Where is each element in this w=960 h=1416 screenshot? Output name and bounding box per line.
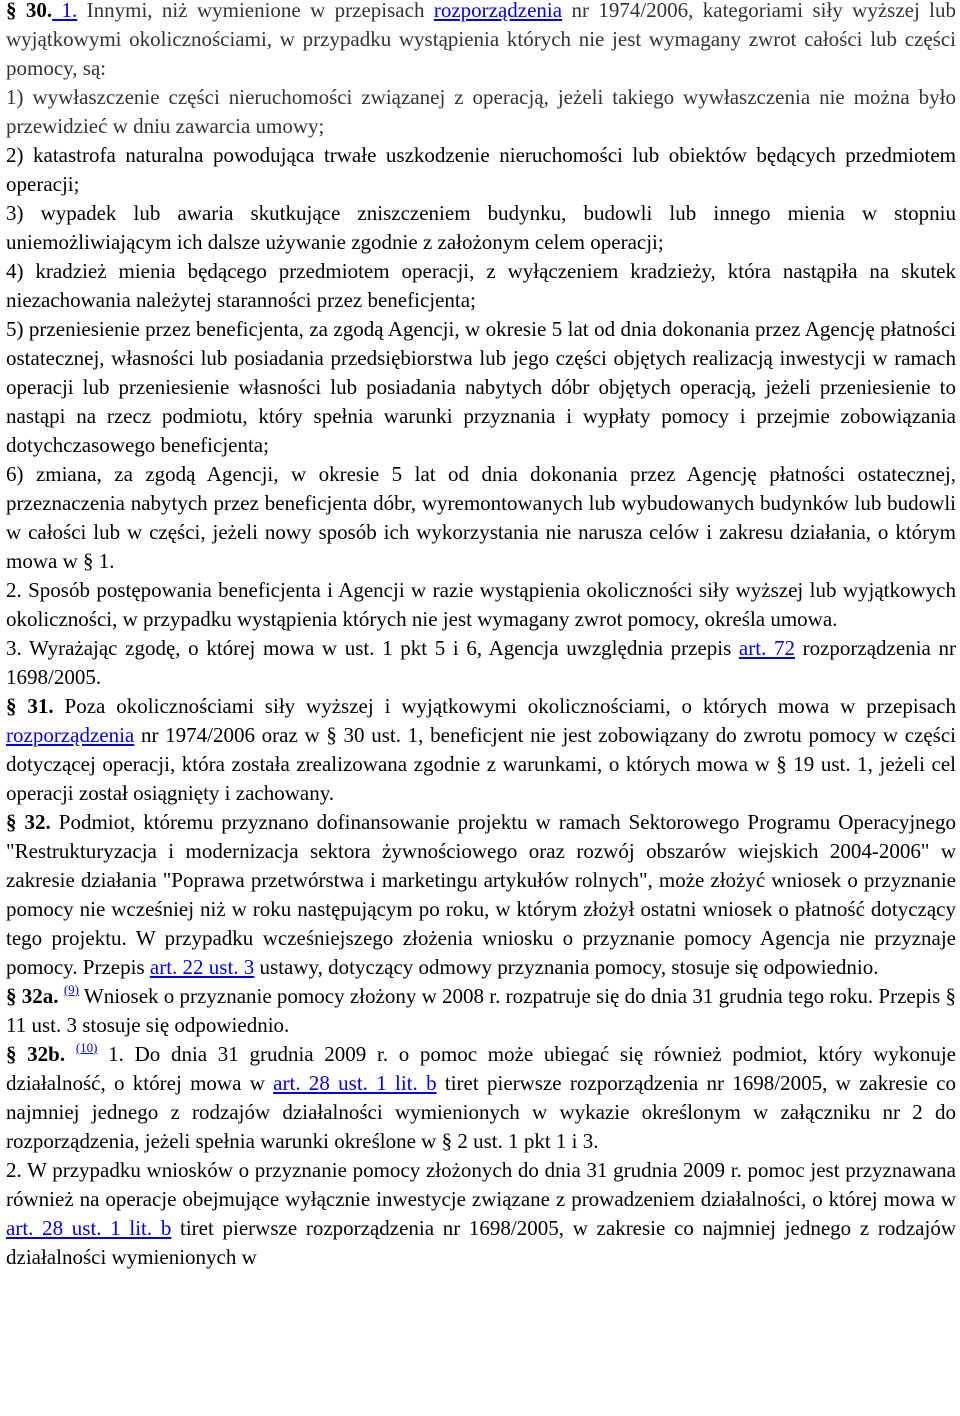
s30-ust1: § 30. 1. Innymi, niż wymienione w przepisach rozporządzenia nr 1974/2006, kategoriami siły wyższej lub wyjątkowymi okolicznościami, w przypadku wystąpienia których nie jest wymagany zwrot całości lub części pomocy, są: — [6, 0, 957, 80]
s30-item-4: 4) kradzież mienia będącego przedmiotem operacji, z wyłączeniem kradzieży, która nastąpiła na skutek niezachowania należytej staranności przez beneficjenta; — [6, 259, 956, 312]
s30-ust2: 2. Sposób postępowania beneficjenta i Agencji w razie wystąpienia okoliczności siły wyższej lub wyjątkowych okoliczności, w przypadku wystąpienia których nie jest wymagany zwrot pomocy, określa umowa. — [6, 578, 956, 631]
s30-item-3: 3) wypadek lub awaria skutkujące zniszczeniem budynku, budowli lub innego mienia w stopniu uniemożliwiającym ich dalsze używanie zgodnie z założonym celem operacji; — [6, 201, 956, 254]
s31-number: § 31. — [6, 694, 54, 718]
s30-item-5: 5) przeniesienie przez beneficjenta, za zgodą Agencji, w okresie 5 lat od dnia dokonania przez Agencję płatności ostatecznej, własności lub posiadania przedsiębiorstwa lub jego części objętych realizacją inwestycji w ramach operacji lub przeniesienie własności lub posiadania nabytych dóbr objętych operacją, jeżeli przeniesienie to nastąpi na rzecz podmiotu, który spełnia warunki przyznania i wypłaty pomocy i przejmie zobowiązania dotychczasowego beneficjenta; — [6, 317, 956, 457]
s32a-number: § 32a. — [6, 984, 59, 1008]
s30-ust3: 3. Wyrażając zgodę, o której mowa w ust. 1 pkt 5 i 6, Agencja uwzględnia przepis art. 72 rozporządzenia nr 1698/2005. — [6, 636, 956, 689]
footnote-9-link[interactable]: (9) — [63, 982, 79, 997]
s30-item-1: 1) wywłaszczenie części nieruchomości związanej z operacją, jeżeli takiego wywłaszczenia nie można było przewidzieć w dniu zawarcia umowy; — [6, 85, 956, 138]
art-22-ust-3-link[interactable]: art. 22 ust. 3 — [149, 955, 255, 979]
s30-item-6: 6) zmiana, za zgodą Agencji, w okresie 5 lat od dnia dokonania przez Agencję płatności ostatecznej, przeznaczenia nabytych przez beneficjenta dóbr, wyremontowanych lub wybudowanych budynków lub budowli w całości lub w części, jeżeli nowy sposób ich wykorzystania nie narusza celów i zakresu działania, o którym mowa w § 1. — [6, 462, 956, 573]
s30-item-2: 2) katastrofa naturalna powodująca trwałe uszkodzenie nieruchomości lub obiektów będących przedmiotem operacji; — [6, 143, 956, 196]
legal-document — [6, 0, 956, 1272]
s32-number: § 32. — [6, 810, 51, 834]
s32-paragraph: § 32. Podmiot, któremu przyznano dofinansowanie projektu w ramach Sektorowego Programu Operacyjnego "Restrukturyzacja i modernizacja sektora żywnościowego oraz rozwój obszarów wiejskich 2004-2006" w zakresie działania "Poprawa przetwórstwa i marketingu artykułów rolnych", może złożyć wniosek o przyznanie pomocy nie wcześniej niż w roku następującym po roku, w którym złożył ostatni wniosek o płatność dotyczący tego projektu. W przypadku wcześniejszego złożenia wniosku o przyznanie pomocy Agencja nie przyznaje pomocy. Przepis art. 22 ust. 3 ustawy, dotyczący odmowy przyznania pomocy, stosuje się odpowiednio. — [6, 810, 957, 979]
s32b-ust1: § 32b. $^{(10)}$ 1. Do dnia 31 grudnia 2009 r. o pomoc może ubiegać się również podmiot, który wykonuje działalność, o której mowa w art. 28 ust. 1 lit. b tiret pierwsze rozporządzenia nr 1698/2005, w zakresie co najmniej jednego z rodzajów działalności wymienionych w wykazie określonym w załączniku nr 2 do rozporządzenia, jeżeli spełnia warunki określone w § 2 ust. 1 pkt 1 i 3. — [6, 1040, 956, 1153]
s32b-ust2: 2. W przypadku wniosków o przyznanie pomocy złożonych do dnia 31 grudnia 2009 r. pomoc jest przyznawana również na operacje obejmujące wyłącznie inwestycje związane z prowadzeniem działalności, o której mowa w art. 28 ust. 1 lit. b tiret pierwsze rozporządzenia nr 1698/2005, w zakresie co najmniej jednego z rodzajów działalności wymienionych w — [6, 1158, 956, 1269]
regulation-link[interactable]: rozporządzenia — [6, 723, 135, 747]
art-72-link[interactable]: art. 72 — [738, 636, 795, 660]
regulation-link[interactable]: rozporządzenia — [433, 0, 563, 22]
art-28-link[interactable]: art. 28 ust. 1 lit. b — [6, 1216, 172, 1240]
s31-paragraph: § 31. Poza okolicznościami siły wyższej i wyjątkowymi okolicznościami, o których mowa w przepisach rozporządzenia nr 1974/2006 oraz w § 30 ust. 1, beneficjent nie jest zobowiązany do zwrotu pomocy w części dotyczącej operacji, która została zrealizowana zgodnie z warunkami, o których mowa w § 19 ust. 1, jeżeli cel operacji został osiągnięty i zachowany. — [6, 694, 957, 805]
footnote-10-link[interactable]: (10) — [75, 1040, 98, 1055]
s30-ust1-number[interactable]: 1. — [52, 0, 78, 22]
s32b-number: § 32b. — [6, 1042, 66, 1066]
art-28-link[interactable]: art. 28 ust. 1 lit. b — [273, 1071, 437, 1095]
s32a-paragraph: § 32a. $^{(9)}$ Wniosek o przyznanie pomocy złożony w 2008 r. rozpatruje się do dnia 31 grudnia tego roku. Przepis § 11 ust. 3 stosuje się odpowiednio. — [6, 982, 957, 1037]
s30-number: § 30. — [6, 0, 53, 22]
